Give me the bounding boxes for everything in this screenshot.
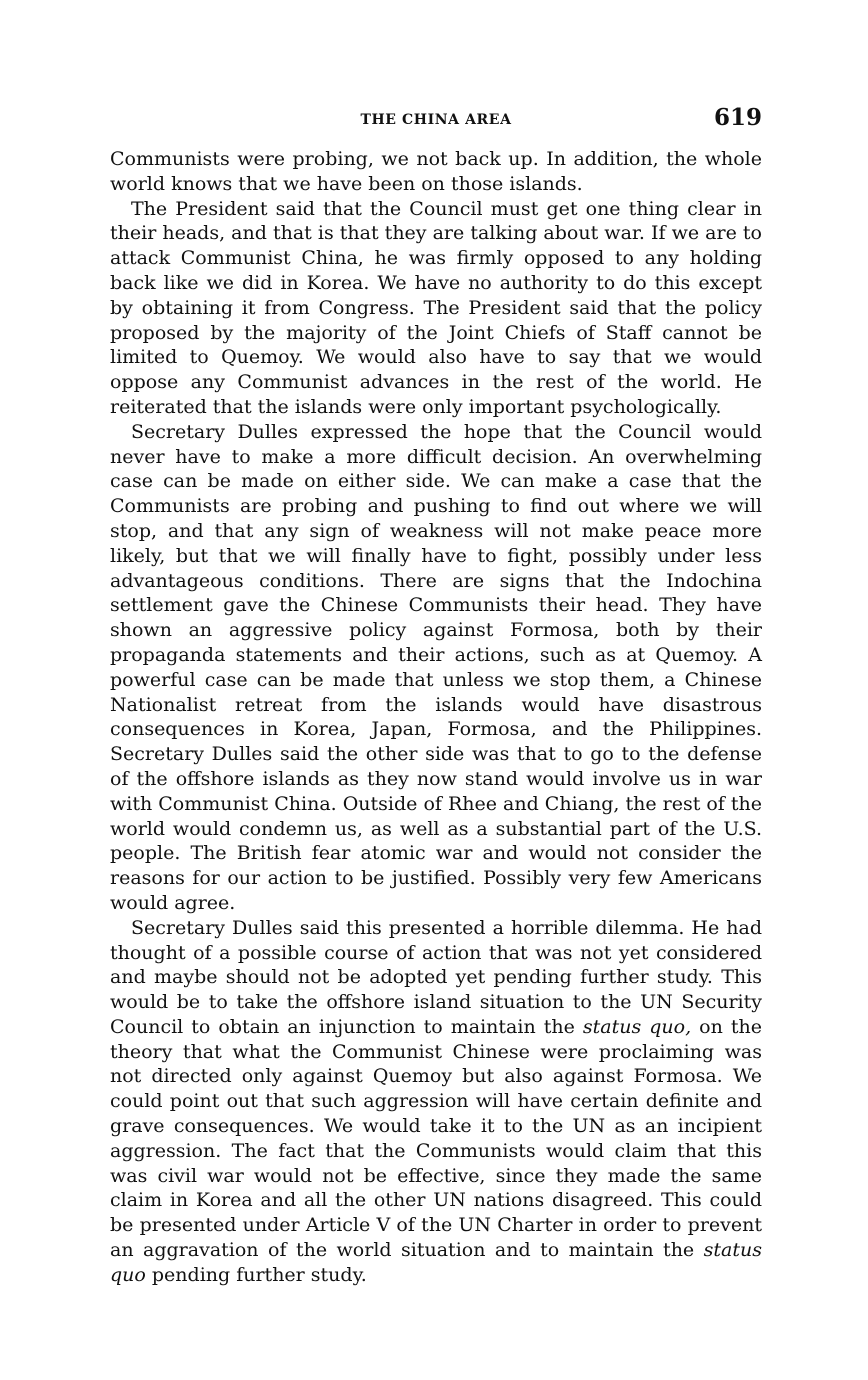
status-quo-italic-1: status quo, xyxy=(582,1015,692,1038)
dilemma-text-part-1: Secretary Dulles said this presented a horrible dilemma. He had thought of a possible course of action that was not yet considered and maybe should not be adopted yet pending further study. This would be to take the offshore island situation to the UN Security Council to obtain an injunction to maintain the xyxy=(110,916,762,1038)
page-number: 619 xyxy=(713,104,762,131)
dilemma-text-part-3: pending further study. xyxy=(145,1263,367,1286)
status-quo-italic-2: status quo xyxy=(110,1239,762,1286)
running-head xyxy=(110,104,762,136)
paragraph-continuation: Communists were probing, we not back up. In addition, the whole world knows that we have been on those islands. xyxy=(110,148,762,195)
paragraph-dulles-dilemma xyxy=(110,916,762,1288)
running-title: THE CHINA AREA xyxy=(360,112,512,128)
dilemma-text-part-2: on the theory that what the Communist Chinese were proclaiming was not directed only against Quemoy but also against Formosa. We could point out that such aggression will have certain definite and grave consequences. We would take it to the UN as an incipient aggression. The fact that the Communists would claim that this was civil war would not be effective, since they made the same claim in Korea and all the other UN nations disagreed. This could be presented under Article V of the UN Charter in order to prevent an aggravation of the world situation and to maintain the xyxy=(110,1015,762,1262)
paragraph-dulles-hope: Secretary Dulles expressed the hope that the Council would never have to make a more difficult decision. An overwhelming case can be made on either side. We can make a case that the Communists are probing and pushing to find out where we will stop, and that any sign of weakness will not make peace more likely, but that we will finally have to fight, possibly under less advantageous conditions. There are signs that the Indochina settlement gave the Chinese Communists their head. They have shown an aggressive policy against Formosa, both by their propaganda statements and their actions, such as at Quemoy. A powerful case can be made that unless we stop them, a Chinese Nationalist retreat from the islands would have disastrous consequences in Korea, Japan, Formosa, and the Philippines. Secretary Dulles said the other side was that to go to the defense of the offshore islands as they now stand would involve us in war with Communist China. Outside of Rhee and Chiang, the rest of the world would condemn us, as well as a substantial part of the U.S. people. The British fear atomic war and would not consider the reasons for our action to be justified. Possibly very few Americans would agree. xyxy=(110,420,762,914)
paragraph-president: The President said that the Council must get one thing clear in their heads, and that is that they are talking about war. If we are to attack Communist China, he was firmly opposed to any holding back like we did in Korea. We have no authority to do this except by obtaining it from Congress. The President said that the policy proposed by the majority of the Joint Chiefs of Staff cannot be limited to Quemoy. We would also have to say that we would oppose any Communist advances in the rest of the world. He reiterated that the islands were only important psychologically. xyxy=(110,197,762,418)
body-text xyxy=(110,147,762,1288)
